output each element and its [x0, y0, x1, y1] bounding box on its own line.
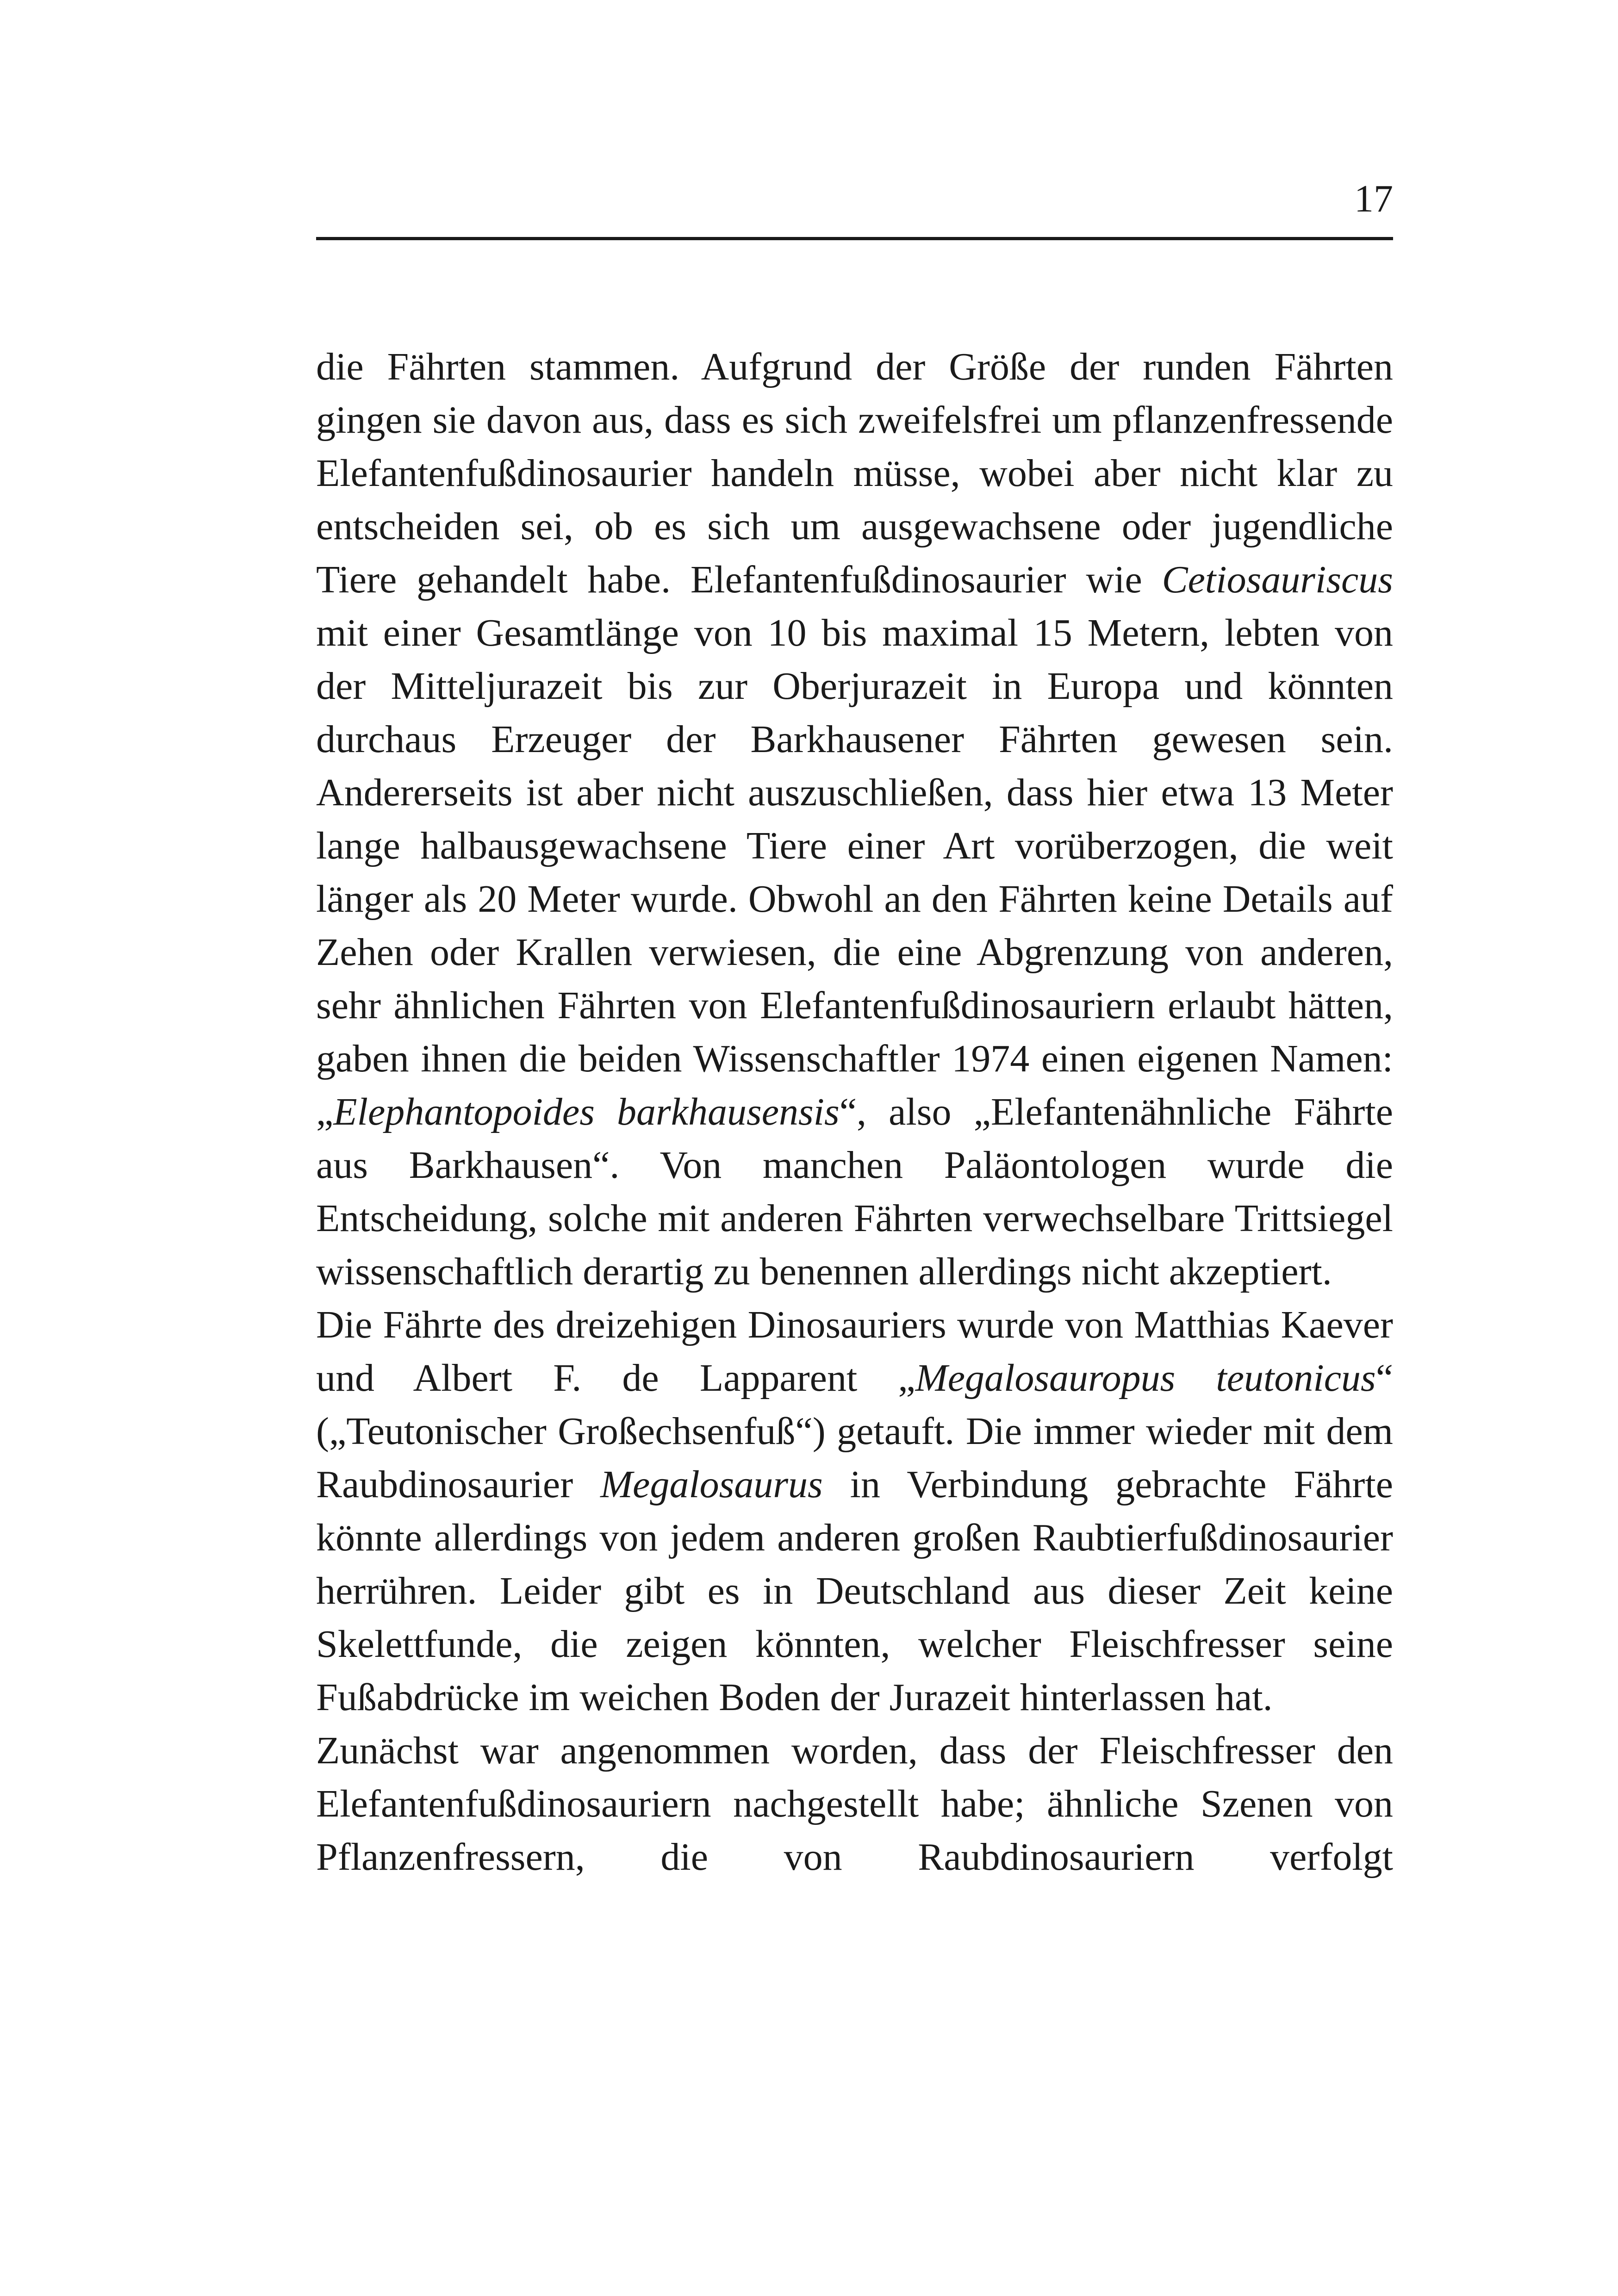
text-run: Die Fährte des dreizehigen Dinosauriers wurde von Matthias Kaever und Albert F. de Lapparent „	[316, 1303, 1393, 1400]
text-run: in Verbindung gebrachte Fährte könnte allerdings von jedem anderen großen Raubtierfußdinosaurier herrühren. Leider gibt es in Deutschland aus dieser Zeit keine Skelettfunde, die zeigen könnten, welcher Fleischfresser seine Fußabdrücke im weichen Boden der Jurazeit hinterlassen hat.	[316, 1463, 1393, 1719]
paragraph	[316, 1298, 1393, 1724]
header-rule	[316, 237, 1393, 240]
italic-text-run: Megalosaurus	[600, 1463, 823, 1506]
text-run: “, also „Elefantenähnliche Fährte aus Barkhausen“. Von manchen Paläontologen wurde die Entscheidung, solche mit anderen Fährten verwechselbare Trittsiegel wissenschaftlich derartig zu benennen allerdings nicht akzeptiert.	[316, 1090, 1393, 1293]
italic-text-run: Cetiosauriscus	[1162, 558, 1393, 601]
text-run: Zunächst war angenommen worden, dass der Fleischfresser den Elefantenfußdinosauriern nachgestellt habe; ähnliche Szenen von Pflanzenfressern, die von Raubdinosauriern verfolgt	[316, 1729, 1393, 1879]
text-run: “ („Teutonischer Großechsenfuß“) getauft. Die immer wieder mit dem Raubdinosaurier	[316, 1356, 1393, 1506]
running-header	[316, 176, 1393, 241]
paragraph	[316, 340, 1393, 1298]
text-run: mit einer Gesamtlänge von 10 bis maximal 15 Metern, lebten von der Mitteljurazeit bis zur Oberjurazeit in Europa und könnten durchaus Erzeuger der Barkhausener Fährten gewesen sein. Andererseits ist aber nicht auszuschließen, dass hier etwa 13 Meter lange halbausgewachsene Tiere einer Art vorüberzogen, die weit länger als 20 Meter wurde. Obwohl an den Fährten keine Details auf Zehen oder Krallen verwiesen, die eine Abgrenzung von anderen, sehr ähnlichen Fährten von Elefantenfußdinosauriern erlaubt hätten, gaben ihnen die beiden Wissenschaftler 1974 einen eigenen Namen: „	[316, 611, 1393, 1133]
page-number: 17	[1354, 177, 1393, 220]
text-run: die Fährten stammen. Aufgrund der Größe der runden Fährten gingen sie davon aus, dass es sich zweifelsfrei um pflanzenfressende Elefantenfußdinosaurier handeln müsse, wobei aber nicht klar zu entscheiden sei, ob es sich um ausgewachsene oder jugendliche Tiere gehandelt habe. Elefantenfußdinosaurier wie	[316, 345, 1393, 601]
italic-text-run: Elephantopoides barkhausensis	[333, 1090, 840, 1133]
paragraph	[316, 1724, 1393, 1884]
italic-text-run: Megalosauropus teutonicus	[915, 1356, 1376, 1400]
body-text	[316, 340, 1393, 1884]
